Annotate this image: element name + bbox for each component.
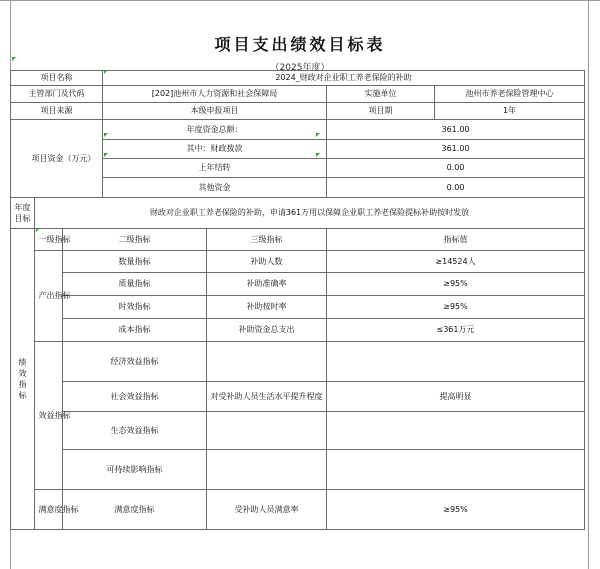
output-level2: 成本指标 [63, 319, 207, 342]
cell-marker [104, 153, 108, 157]
perf-indicator-label [11, 229, 35, 530]
output-value: ≤361万元 [327, 319, 585, 342]
source-value: 本级申报项目 [103, 103, 327, 120]
dept-label: 主管部门及代码 [11, 86, 103, 103]
annual-goal-label-text: 年度目标 [14, 203, 31, 223]
annual-goal-label [11, 198, 35, 229]
satisfaction-row [11, 490, 585, 530]
annual-goal-value: 财政对企业职工养老保险的补助，申请361万用以保障企业职工养老保险提标补助按时发放 [35, 198, 585, 229]
row-project-name [11, 71, 585, 86]
annual-total-label: 年度资金总额： [103, 120, 327, 140]
annual-total-value: 361.00 [327, 120, 585, 140]
benefit-level2: 经济效益指标 [63, 342, 207, 382]
cell-marker [12, 57, 16, 61]
output-row [11, 319, 585, 342]
fiscal-label: 其中：财政拨款 [103, 140, 327, 159]
other-value: 0.00 [327, 178, 585, 198]
fiscal-value: 361.00 [327, 140, 585, 159]
output-value: ≥14524人 [327, 251, 585, 273]
source-label: 项目来源 [11, 103, 103, 120]
funds-label [11, 120, 103, 198]
output-level2: 数量指标 [63, 251, 207, 273]
benefit-level3 [207, 412, 327, 450]
output-level3: 补助人数 [207, 251, 327, 273]
benefit-value [327, 450, 585, 490]
benefit-value [327, 412, 585, 450]
dept-value: [202]池州市人力资源和社会保障局 [103, 86, 327, 103]
benefit-row [11, 412, 585, 450]
output-level2: 时效指标 [63, 296, 207, 319]
benefit-category [35, 342, 71, 490]
benefit-row [11, 382, 585, 412]
row-indicator-header [11, 229, 585, 251]
satisfaction-level2: 满意度指标 [63, 490, 207, 530]
benefit-level2: 生态效益指标 [63, 412, 207, 450]
target-table [10, 70, 585, 530]
satisfaction-value: ≥95% [327, 490, 585, 530]
carryover-label: 上年结转 [103, 159, 327, 178]
level2-header: 二级指标 [63, 229, 207, 251]
project-name-label: 项目名称 [11, 71, 103, 86]
satisfaction-level3: 受补助人员满意率 [207, 490, 327, 530]
level3-header: 三级指标 [207, 229, 327, 251]
value-header: 指标值 [327, 229, 585, 251]
impl-unit-value: 池州市养老保险管理中心 [435, 86, 585, 103]
page-title: 项目支出绩效目标表 [214, 35, 386, 54]
level1-header-text: 一级指标 [38, 235, 71, 244]
cell-marker [36, 228, 40, 232]
benefit-level3: 对受补助人员生活水平提升程度 [207, 382, 327, 412]
benefit-row [11, 450, 585, 490]
cell-marker [316, 153, 320, 157]
benefit-level2: 可持续影响指标 [63, 450, 207, 490]
funds-label-text: 项目资金（万元） [31, 153, 96, 163]
period-value: 1年 [435, 103, 585, 120]
output-level3: 补助资金总支出 [207, 319, 327, 342]
output-level3: 补助按时率 [207, 296, 327, 319]
output-level3: 补助准确率 [207, 273, 327, 296]
cell-marker [104, 70, 108, 74]
perf-indicator-label-text: 绩效指标 [18, 358, 27, 400]
benefit-level3 [207, 342, 327, 382]
benefit-level2: 社会效益指标 [63, 382, 207, 412]
benefit-level3 [207, 450, 327, 490]
output-category [35, 251, 71, 342]
sheet-border-right [588, 0, 589, 569]
row-annual-total [11, 120, 585, 140]
carryover-value: 0.00 [327, 159, 585, 178]
impl-unit-label: 实施单位 [327, 86, 435, 103]
period-label: 项目期 [327, 103, 435, 120]
satisfaction-category [35, 490, 79, 530]
benefit-row [11, 342, 585, 382]
row-source [11, 103, 585, 120]
output-row [11, 251, 585, 273]
output-value: ≥95% [327, 273, 585, 296]
output-row [11, 296, 585, 319]
row-department [11, 86, 585, 103]
output-category-text: 产出指标 [38, 291, 71, 300]
benefit-value [327, 342, 585, 382]
other-label: 其他资金 [103, 178, 327, 198]
satisfaction-category-text: 满意度指标 [38, 505, 79, 514]
benefit-category-text: 效益指标 [38, 410, 71, 420]
cell-marker [316, 133, 320, 137]
output-level2: 质量指标 [63, 273, 207, 296]
project-name-value: 2024_财政对企业职工养老保险的补助 [103, 71, 585, 86]
output-row [11, 273, 585, 296]
output-value: ≥95% [327, 296, 585, 319]
sheet-border-top [0, 0, 600, 1]
fiscal-year: （2025年度） [270, 63, 330, 73]
row-annual-goal [11, 198, 585, 229]
benefit-value: 提高明显 [327, 382, 585, 412]
cell-marker [104, 133, 108, 137]
